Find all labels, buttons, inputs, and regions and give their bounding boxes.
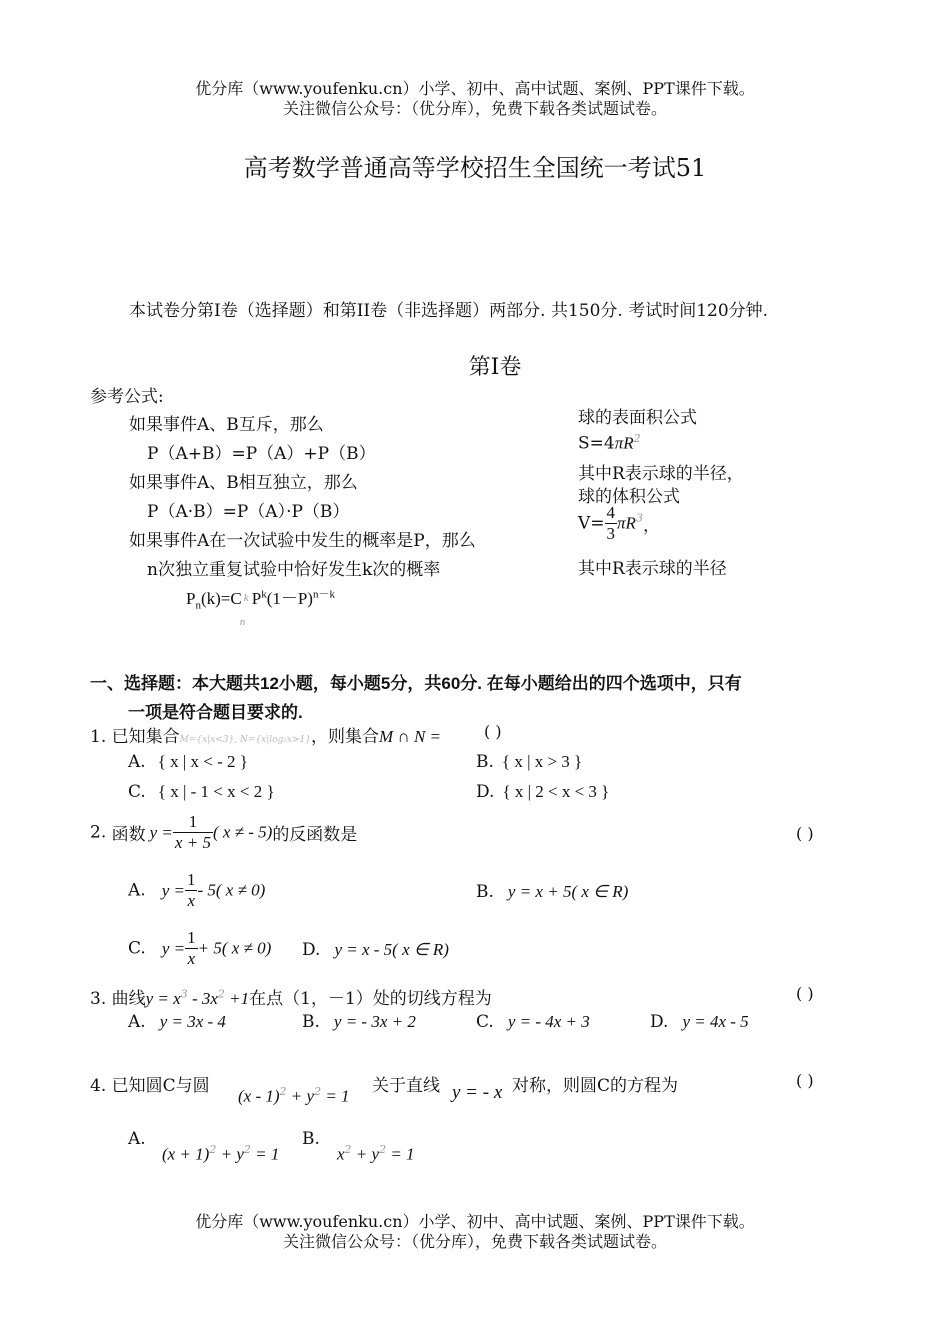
q2-option-d: D. y = x - 5( x ∈ R) xyxy=(302,940,449,960)
formula-left-1: 如果事件A、B互斥，那么 xyxy=(129,415,324,435)
q3-option-d: D. y = 4x - 5 xyxy=(650,1012,749,1032)
q3-option-b: B. y = - 3x + 2 xyxy=(302,1012,416,1032)
formulas-label: 参考公式: xyxy=(90,387,164,407)
q4-option-b: $x^2 + y^2 = 1$ xyxy=(337,1143,415,1164)
q2-option-c: C. y = $\frac{1}{x}$ + 5( x ≠ 0) xyxy=(128,928,272,968)
formula-right-4: 球的体积公式 xyxy=(578,487,680,507)
q3-stem: 3. 曲线$y = x^3 - 3x^2 +1$在点（1，－1）处的切线方程为 xyxy=(90,987,492,1009)
formula-right-5: V= $\frac{4}{3}$ $\pi R^3$， xyxy=(578,503,660,543)
formula-right-1: 球的表面积公式 xyxy=(578,408,697,428)
formula-right-3: 其中R表示球的半径， xyxy=(578,464,744,484)
q2-option-b: B. y = x + 5( x ∈ R) xyxy=(476,882,629,902)
formula-left-2: P（A+B）=P（A）+P（B） xyxy=(147,444,376,464)
q3-option-a: A. y = 3x - 4 xyxy=(128,1012,226,1032)
q4-answer-paren: ( ) xyxy=(796,1071,814,1090)
q1-option-c: C. { x | - 1 < x < 2 } xyxy=(128,782,275,802)
formula-right-6: 其中R表示球的半径 xyxy=(578,559,727,579)
q4-text-c: 对称，则圆C的方程为 xyxy=(512,1076,679,1096)
footer-line-1: 优分库（www.youfenku.cn）小学、初中、高中试题、案例、PPT课件下载。 xyxy=(195,1212,755,1231)
part1-heading-2: 一项是符合题目要求的. xyxy=(128,703,303,722)
q2-answer-paren: ( ) xyxy=(796,824,814,843)
q1-option-a: A. { x | x < - 2 } xyxy=(128,752,248,772)
q2-stem: 2. 函数 y = $\frac{1}{x + 5}$ ( x ≠ - 5)的反函数是 xyxy=(90,812,358,852)
page-title: 高考数学普通高等学校招生全国统一考试51 xyxy=(243,154,707,182)
section-heading: 第I卷 xyxy=(468,355,522,380)
binomial-formula: $P_n(k)=C$ k n $P^k(1-P)^{n-k}$ xyxy=(186,588,335,628)
formula-left-6: n次独立重复试验中恰好发生k次的概率 xyxy=(147,560,441,580)
header-line-1: 优分库（www.youfenku.cn）小学、初中、高中试题、案例、PPT课件下载。 xyxy=(195,79,755,98)
q4-stem: 4. 已知圆C与圆 xyxy=(90,1076,210,1096)
q2-option-a: A. y = $\frac{1}{x}$ - 5( x ≠ 0) xyxy=(128,870,266,910)
q4-circle-expr: $(x - 1)^2 + y^2 = 1$ xyxy=(238,1085,350,1106)
formula-left-5: 如果事件A在一次试验中发生的概率是P，那么 xyxy=(129,531,476,551)
q4-option-a-label: A. xyxy=(128,1129,146,1149)
header-line-2: 关注微信公众号：（优分库），免费下载各类试题试卷。 xyxy=(282,99,667,118)
q1-option-b: B. { x | x > 3 } xyxy=(476,752,583,772)
formula-left-3: 如果事件A、B相互独立，那么 xyxy=(129,473,358,493)
formula-left-4: P（A·B）=P（A）·P（B） xyxy=(147,502,350,522)
q4-text-b: 关于直线 xyxy=(372,1076,440,1096)
part1-heading-1: 一、选择题：本大题共12小题，每小题5分，共60分. 在每小题给出的四个选项中，只有 xyxy=(90,674,742,693)
q1-answer-paren: ( ) xyxy=(484,722,502,741)
footer-line-2: 关注微信公众号：（优分库），免费下载各类试题试卷。 xyxy=(282,1232,667,1251)
q3-answer-paren: ( ) xyxy=(796,984,814,1003)
q1-stem: 1. 已知集合M={x|x<3}, N={x|log₂x>1}，则集合M ∩ N = xyxy=(90,727,442,747)
intro-text: 本试卷分第I卷（选择题）和第II卷（非选择题）两部分. 共150分. 考试时间120分钟. xyxy=(129,301,769,321)
q1-option-d: D. { x | 2 < x < 3 } xyxy=(476,782,610,802)
q4-line-expr: y = - x xyxy=(452,1082,503,1103)
q4-option-b-label: B. xyxy=(302,1129,320,1149)
formula-right-2: $S=4\pi R^2$ xyxy=(578,432,641,454)
q4-option-a: $(x + 1)^2 + y^2 = 1$ xyxy=(162,1143,280,1164)
q3-option-c: C. y = - 4x + 3 xyxy=(476,1012,590,1032)
